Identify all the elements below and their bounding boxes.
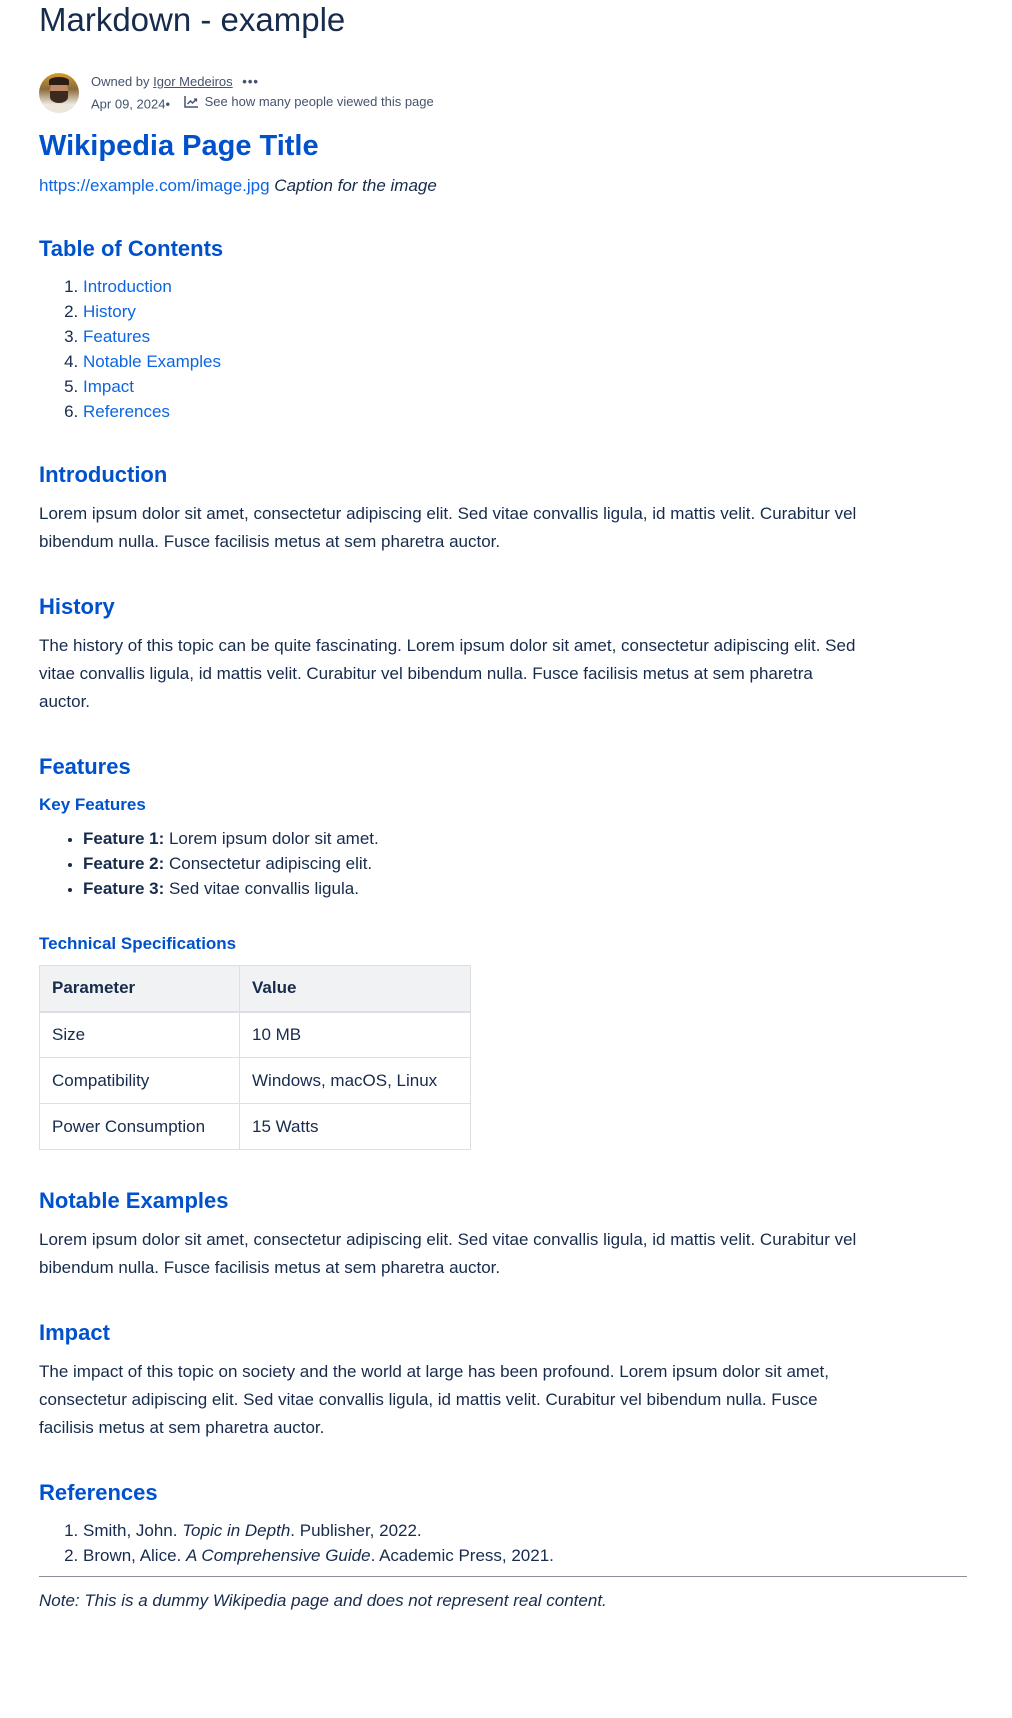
key-features-list [39,826,867,901]
feature-text: Consectetur adipiscing elit. [164,854,373,873]
toc-item [83,299,867,324]
toc-item [83,399,867,424]
article-title: Wikipedia Page Title [39,130,319,162]
reference-title: A Comprehensive Guide [186,1546,371,1565]
introduction-heading: Introduction [39,462,168,487]
owned-by-label: Owned by [91,73,150,89]
notable-examples-heading: Notable Examples [39,1188,229,1213]
image-line [39,172,867,200]
toc-item [83,274,867,299]
toc-heading: Table of Contents [39,236,224,261]
feature-item [83,876,867,901]
column-header-parameter: Parameter [40,966,240,1012]
introduction-text: Lorem ipsum dolor sit amet, consectetur adipiscing elit. Sed vitae convallis ligula, id mattis velit. Curabitur vel bibendum nulla. Fusce facilisis metus at sem pharetra auctor. [39,504,857,551]
key-features-heading: Key Features [39,795,146,814]
byline [39,72,867,114]
table-cell: Windows, macOS, Linux [240,1058,471,1104]
reference-rest: . Academic Press, 2021. [370,1546,554,1565]
table-cell: Power Consumption [40,1104,240,1150]
history-heading: History [39,594,115,619]
feature-item [83,851,867,876]
byline-text [91,72,434,115]
reference-author: Smith, John. [83,1521,183,1540]
tech-specs-heading: Technical Specifications [39,934,237,953]
avatar[interactable] [39,73,79,113]
features-heading: Features [39,754,131,779]
feature-text: Sed vitae convallis ligula. [164,879,359,898]
avatar-beard [50,91,68,103]
table-row [40,1058,471,1104]
page-title: Markdown - example [39,1,346,38]
table-cell: Size [40,1012,240,1058]
table-cell: 10 MB [240,1012,471,1058]
owner-line [91,72,434,92]
impact-text: The impact of this topic on society and the world at large has been profound. Lorem ipsum dolor sit amet, consectetur adipiscing elit. Sed vitae convallis ligula, id mattis velit. Curabitur vel bibendum nulla. Fusce facilisis metus at sem pharetra auctor. [39,1362,829,1437]
feature-label: Feature 2: [83,854,165,873]
references-heading: References [39,1480,158,1505]
meta-line [91,92,434,115]
page-views-label: See how many people viewed this page [204,93,434,109]
toc-link-introduction[interactable]: Introduction [83,277,172,296]
feature-text: Lorem ipsum dolor sit amet. [164,829,379,848]
date-separator: • [165,96,171,112]
tech-specs-table [39,965,471,1150]
toc-link-references[interactable]: References [83,402,170,421]
toc-item [83,349,867,374]
toc-link-notable-examples[interactable]: Notable Examples [83,352,221,371]
page-views-link[interactable] [184,92,434,112]
page-date: Apr 09, 2024 [91,96,166,112]
toc-item [83,324,867,349]
reference-item [83,1543,867,1568]
more-actions-icon[interactable]: ••• [242,73,259,89]
avatar-shirt [42,104,76,113]
reference-item [83,1518,867,1543]
owner-link[interactable]: Igor Medeiros [153,73,233,89]
feature-label: Feature 3: [83,879,165,898]
notable-examples-text: Lorem ipsum dolor sit amet, consectetur adipiscing elit. Sed vitae convallis ligula, id mattis velit. Curabitur vel bibendum nulla. Fusce facilisis metus at sem pharetra auctor. [39,1230,857,1277]
feature-label: Feature 1: [83,829,165,848]
history-text: The history of this topic can be quite fascinating. Lorem ipsum dolor sit amet, consectetur adipiscing elit. Sed vitae convallis ligula, id mattis velit. Curabitur vel bibendum nulla. Fusce facilisis metus at sem pharetra auctor. [39,636,856,711]
page-content [39,126,867,1615]
analytics-chart-icon [184,95,199,108]
table-cell: Compatibility [40,1058,240,1104]
table-cell: 15 Watts [240,1104,471,1150]
reference-author: Brown, Alice. [83,1546,186,1565]
table-header-row [40,966,471,1012]
toc-link-impact[interactable]: Impact [83,377,135,396]
reference-title: Topic in Depth [182,1521,291,1540]
table-row [40,1012,471,1058]
toc-list [39,274,867,424]
reference-rest: . Publisher, 2022. [290,1521,422,1540]
table-row [40,1104,471,1150]
avatar-hair [49,77,69,85]
image-caption: Caption for the image [274,176,437,195]
toc-item [83,374,867,399]
divider [39,1576,967,1577]
toc-link-history[interactable]: History [83,302,136,321]
feature-item [83,826,867,851]
toc-link-features[interactable]: Features [83,327,151,346]
references-list [39,1518,867,1568]
image-link[interactable]: https://example.com/image.jpg [39,176,270,195]
impact-heading: Impact [39,1320,110,1345]
column-header-value: Value [240,966,471,1012]
disclaimer-note: Note: This is a dummy Wikipedia page and does not represent real content. [39,1591,607,1610]
